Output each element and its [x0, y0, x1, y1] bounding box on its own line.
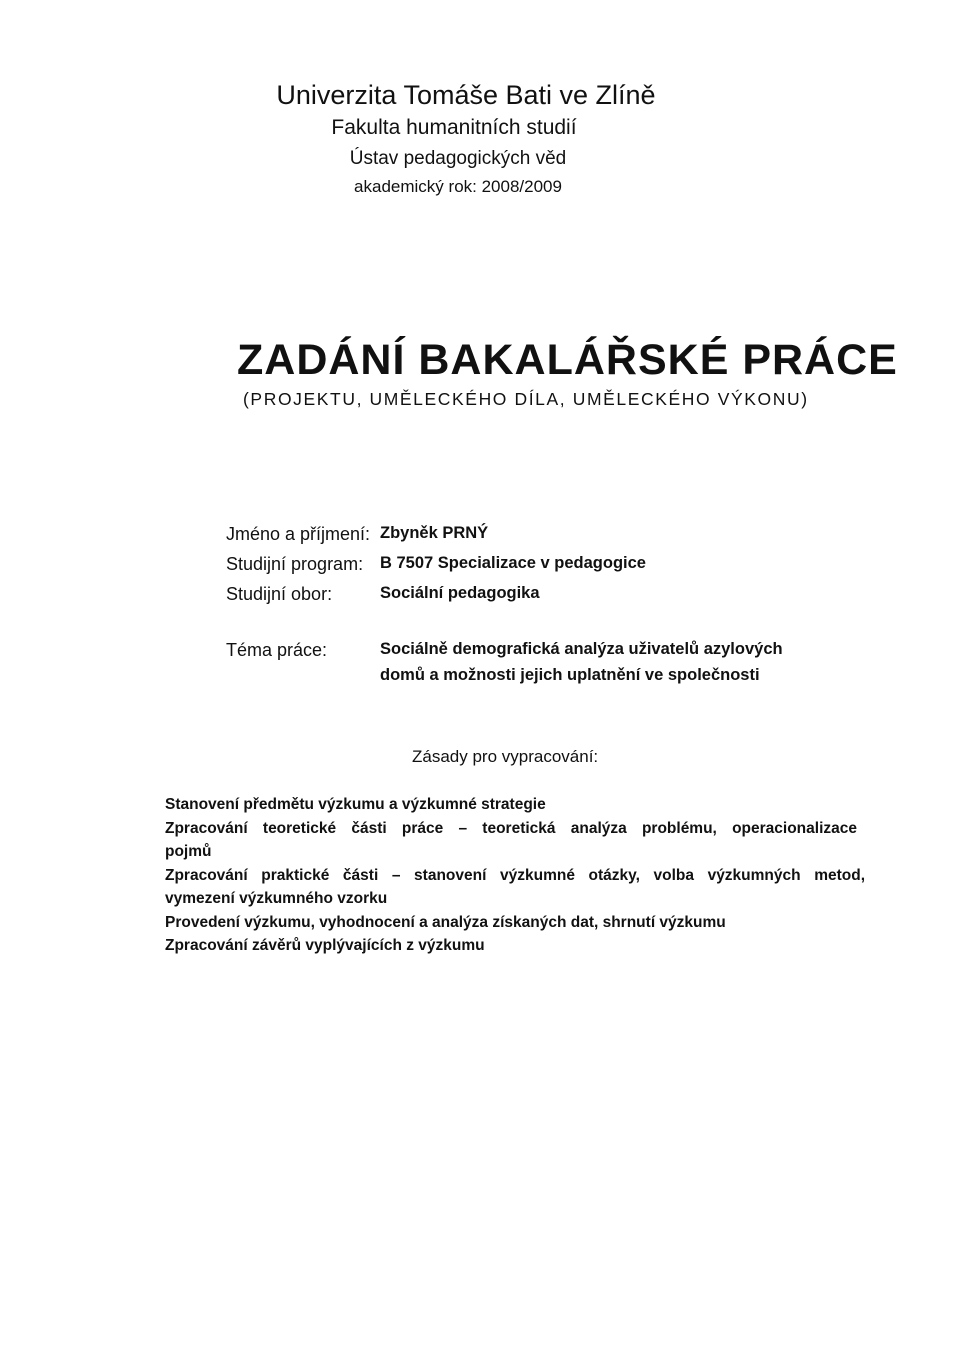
academic-year: akademický rok: 2008/2009: [354, 177, 562, 196]
guideline-line: Stanovení předmětu výzkumu a výzkumné strategie: [165, 796, 546, 813]
guideline-line: Zpracování teoretické části práce – teoretická analýza problému, operacionalizace: [165, 819, 857, 837]
document-subtitle: (PROJEKTU, UMĚLECKÉHO DÍLA, UMĚLECKÉHO VÝKONU): [243, 389, 809, 409]
guideline-line: Zpracování praktické části – stanovení výzkumné otázky, volba výzkumných metod,: [165, 866, 865, 884]
guidelines-list: [165, 793, 865, 958]
university-name: Univerzita Tomáše Bati ve Zlíně: [276, 80, 656, 110]
guideline-line: vymezení výzkumného vzorku: [165, 890, 388, 907]
guideline-line: Zpracování závěrů vyplývajících z výzkumu: [165, 937, 485, 954]
faculty-name: Fakulta humanitních studií: [331, 116, 577, 139]
name-value: Zbyněk PRNÝ: [380, 524, 489, 542]
guideline-line: Provedení výzkumu, vyhodnocení a analýza získaných dat, shrnutí výzkumu: [165, 913, 726, 931]
topic-label: Téma práce:: [226, 640, 328, 660]
guidelines-heading: Zásady pro vypracování:: [412, 747, 599, 766]
field-label: Studijní obor:: [226, 584, 333, 604]
program-label: Studijní program:: [226, 554, 364, 574]
program-value: B 7507 Specializace v pedagogice: [380, 554, 646, 572]
document-title: ZADÁNÍ BAKALÁŘSKÉ PRÁCE: [237, 336, 898, 384]
field-value: Sociální pedagogika: [380, 584, 540, 602]
guideline-line: pojmů: [165, 843, 212, 860]
topic-value-line1: Sociálně demografická analýza uživatelů azylových: [380, 640, 783, 658]
topic-value-line2: domů a možnosti jejich uplatnění ve společnosti: [380, 666, 760, 684]
institute-name: Ústav pedagogických věd: [349, 148, 567, 169]
name-label: Jméno a příjmení:: [226, 524, 371, 544]
